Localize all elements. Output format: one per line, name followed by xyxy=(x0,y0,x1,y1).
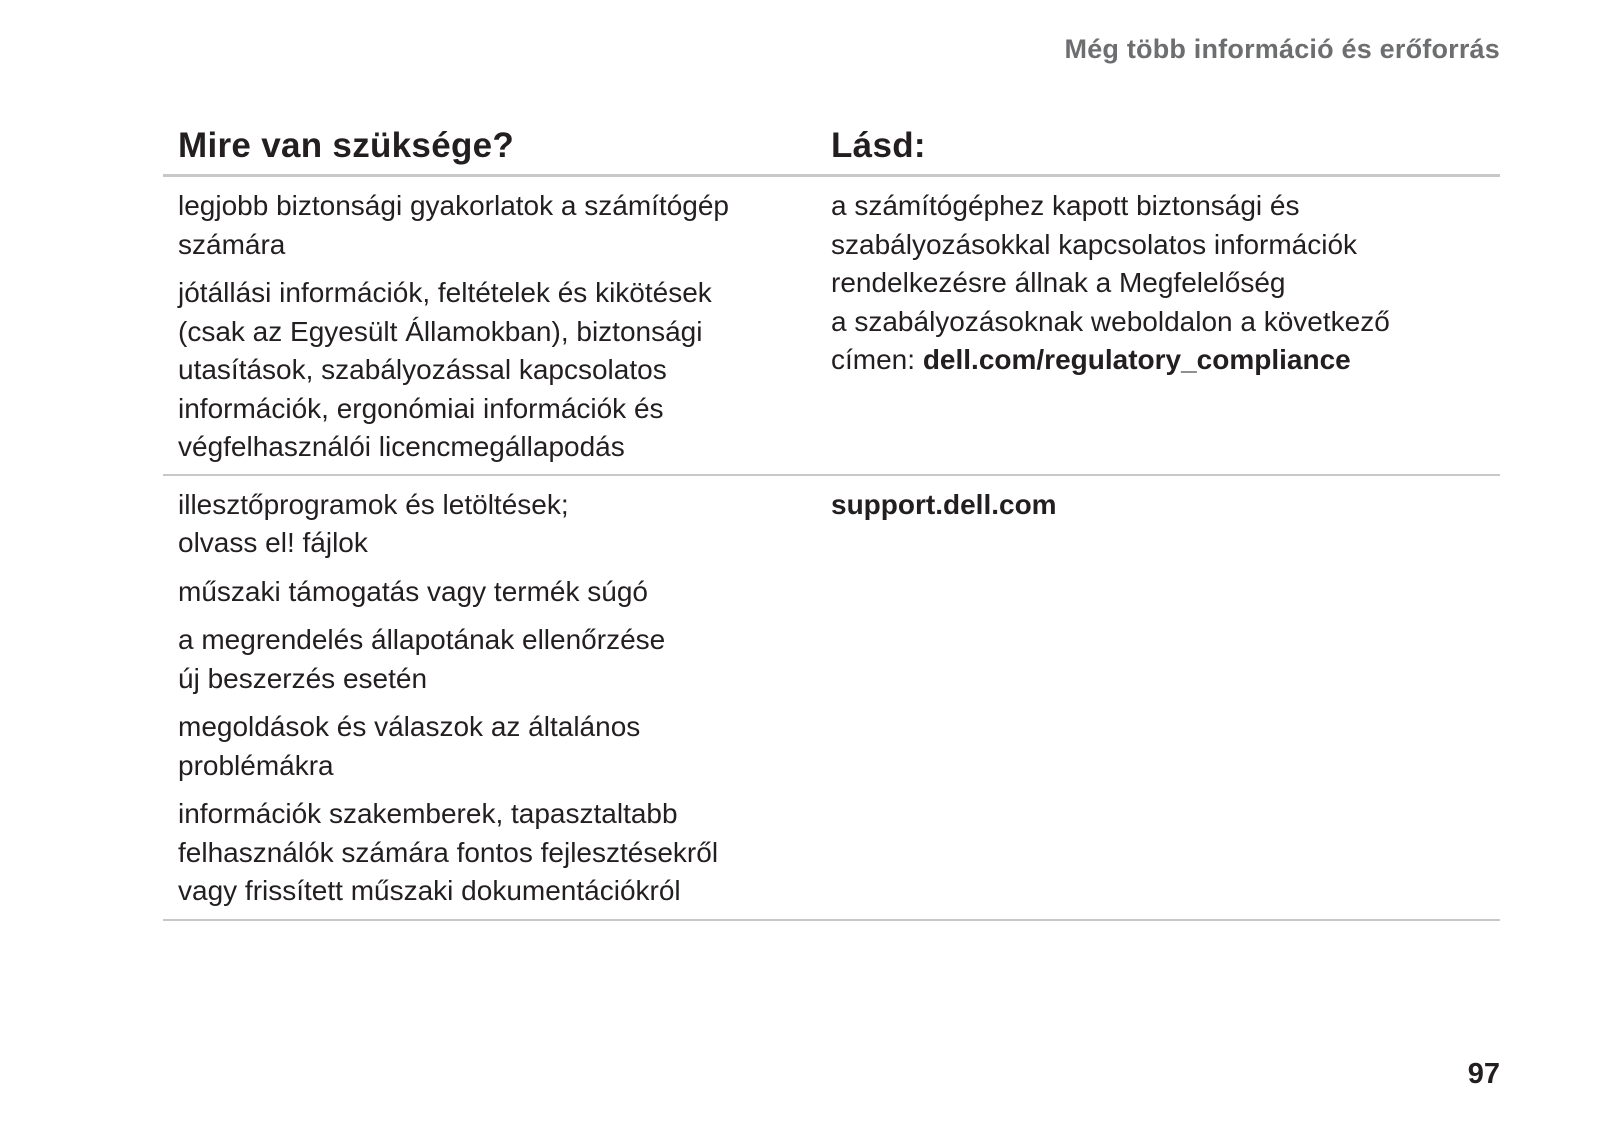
need-item: a megrendelés állapotának ellenőrzése új beszerzés esetén xyxy=(178,624,666,694)
need-cell xyxy=(163,187,831,467)
need-item: műszaki támogatás vagy termék súgó xyxy=(178,575,648,607)
see-cell xyxy=(831,486,1500,911)
need-item: illesztőprogramok és letöltések; olvass el! fájlok xyxy=(178,488,569,558)
column-header-see: Lásd: xyxy=(831,126,926,165)
table-row xyxy=(163,476,1500,921)
see-reference xyxy=(831,486,1500,525)
running-header: Még több információ és erőforrás xyxy=(1064,34,1500,64)
need-item: megoldások és válaszok az általános problémákra xyxy=(178,711,641,781)
see-reference: a számítógéphez kapott biztonsági és szabályozásokkal kapcsolatos információk rendelkezésre állnak a Megfelelőség a szabályozásoknak weboldalon a következő címen: dell.com/regulatory_compliance xyxy=(831,190,1390,375)
table-header-row xyxy=(163,118,1500,177)
page-number: 97 xyxy=(1467,1058,1500,1090)
support-link[interactable]: support.dell.com xyxy=(831,488,1057,520)
see-cell xyxy=(831,187,1500,467)
info-table xyxy=(163,118,1500,921)
need-item: információk szakemberek, tapasztaltabb felhasználók számára fontos fejlesztésekről vagy frissített műszaki dokumentációkról xyxy=(178,798,719,906)
table-row xyxy=(163,177,1500,476)
need-item: legjobb biztonsági gyakorlatok a számítógép számára xyxy=(178,190,730,260)
see-prefix: címen: xyxy=(831,344,923,375)
need-cell xyxy=(163,486,831,911)
need-item: jótállási információk, feltételek és kikötések (csak az Egyesült Államokban), biztonsági utasítások, szabályozással kapcsolatos információk, ergonómiai információk és végfelhasználói licencmegállapodás xyxy=(178,277,712,462)
column-header-need: Mire van szüksége? xyxy=(178,126,515,165)
regulatory-compliance-link[interactable]: dell.com/regulatory_compliance xyxy=(922,344,1351,375)
